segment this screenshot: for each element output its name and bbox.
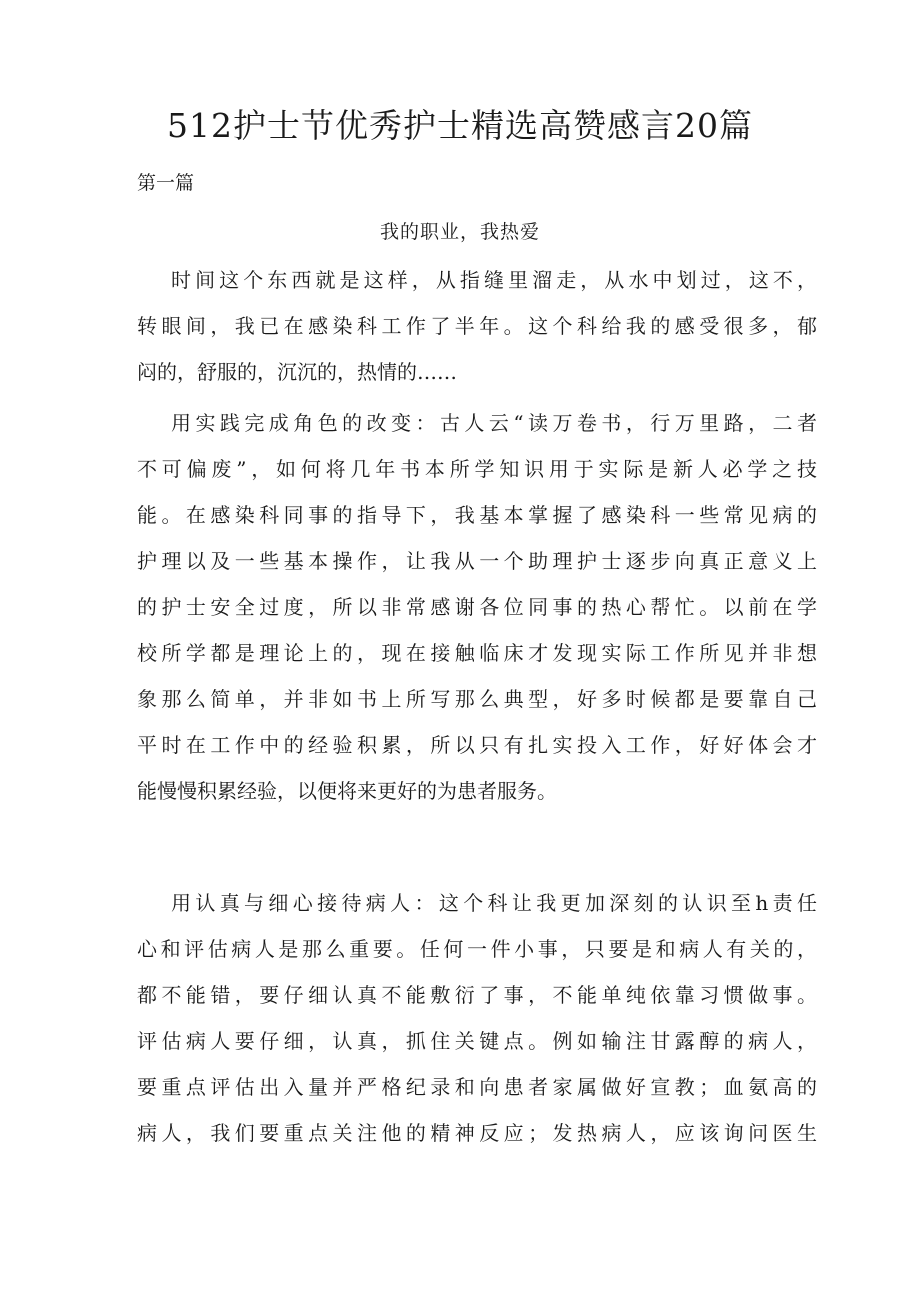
paragraph-3 xyxy=(137,880,817,1156)
paragraph-line: 转眼间，我已在感染科工作了半年。这个科给我的感受很多，郁 xyxy=(137,314,817,338)
paragraph-line: 病人，我们要重点关注他的精神反应；发热病人，应该询问医生 xyxy=(137,1121,817,1145)
paragraph-line: 用实践完成角色的改变：古人云“读万卷书，行万里路，二者 xyxy=(171,411,817,435)
paragraph-line: 护理以及一些基本操作，让我从一个助理护士逐步向真正意义上 xyxy=(137,549,817,573)
paragraph-line: 评估病人要仔细，认真，抓住关键点。例如输注甘露醇的病人， xyxy=(137,1029,817,1053)
paragraph-line: 平时在工作中的经验积累，所以只有扎实投入工作，好好体会才 xyxy=(137,733,817,757)
paragraph-line: 要重点评估出入量并严格纪录和向患者家属做好宣教；血氨高的 xyxy=(137,1075,817,1099)
paragraph-line: 闷的，舒服的，沉沉的，热情的…… xyxy=(137,360,457,384)
paragraph-line: 不可偏废”，如何将几年书本所学知识用于实际是新人必学之技 xyxy=(137,457,817,481)
paragraph-2 xyxy=(137,400,817,814)
paragraph-line: 都不能错，要仔细认真不能敷衍了事，不能单纯依靠习惯做事。 xyxy=(137,983,817,1007)
paragraph-line: 心和评估病人是那么重要。任何一件小事，只要是和病人有关的， xyxy=(137,937,817,961)
paragraph-line: 的护士安全过度，所以非常感谢各位同事的热心帮忙。以前在学 xyxy=(137,595,817,619)
article-subtitle: 我的职业，我热爱 xyxy=(379,221,540,243)
paragraph-line: 象那么简单，并非如书上所写那么典型，好多时候都是要靠自己 xyxy=(137,687,817,711)
paragraph-line: 能。在感染科同事的指导下，我基本掌握了感染科一些常见病的 xyxy=(137,503,817,527)
document-title: 512护士节优秀护士精选高赞感言20篇 xyxy=(167,106,753,145)
paragraph-line: 校所学都是理论上的，现在接触临床才发现实际工作所见并非想 xyxy=(137,641,817,665)
paragraph-line: 用认真与细心接待病人：这个科让我更加深刻的认识至h责任 xyxy=(171,891,817,915)
section-label: 第一篇 xyxy=(137,172,195,194)
paragraph-1 xyxy=(137,257,817,395)
paragraph-line: 能慢慢积累经验，以便将来更好的为患者服务。 xyxy=(137,779,557,803)
paragraph-line: 时间这个东西就是这样，从指缝里溜走，从水中划过，这不， xyxy=(171,268,817,292)
